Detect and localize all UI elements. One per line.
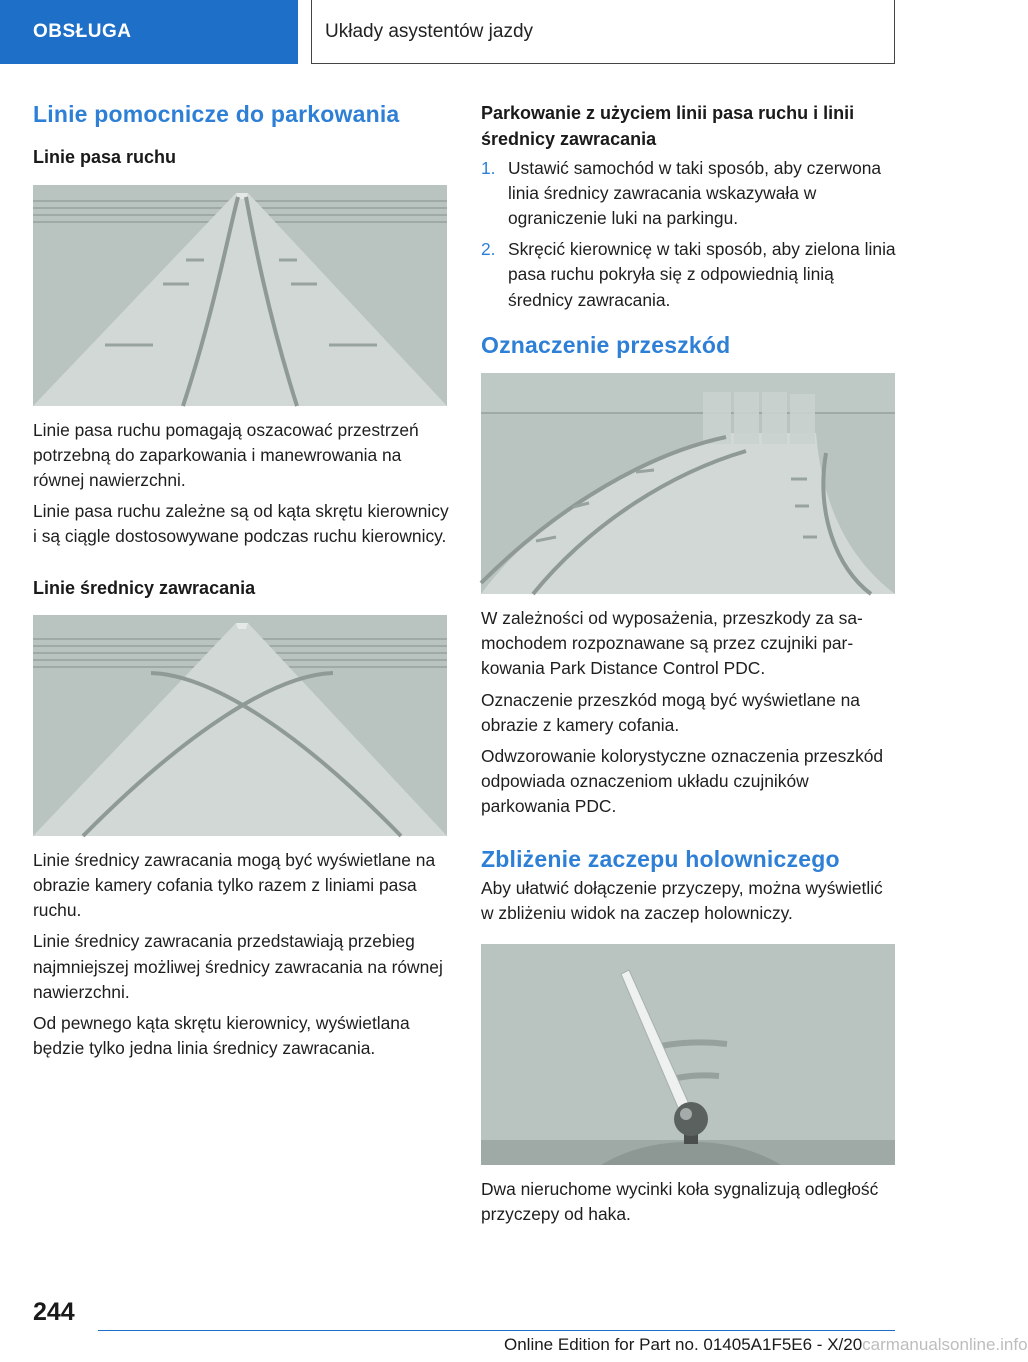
- lane-lines-paragraph-1: Linie pasa ruchu pomagają oszacować przestrzeń potrzebną do zaparkowania i manewrowania na równej nawierzchni.: [33, 419, 419, 490]
- heading-turning-circle-lines: Linie średnicy zawracania: [33, 578, 256, 599]
- step-number: 2.: [481, 239, 496, 260]
- obstacle-paragraph-2: Oznaczenie przeszkód mogą być wyświetlane na obrazie z kamery cofania.: [481, 689, 860, 735]
- page-number: 244: [33, 1298, 75, 1326]
- section-tab: [0, 0, 298, 64]
- turning-circle-paragraph-3: Od pewnego kąta skrętu kierownicy, wyświetlana będzie tylko jedna linia średnicy zawracania.: [33, 1012, 410, 1058]
- watermark-text: carmanualsonline.info: [862, 1335, 1028, 1354]
- section-title-parking-lines: Linie pomocnicze do parkowania: [33, 101, 400, 127]
- parking-step-2: [481, 237, 897, 312]
- section-title-obstacles: Oznaczenie przeszkód: [481, 331, 731, 358]
- chapter-header: [311, 0, 895, 64]
- turning-circle-paragraph-1: Linie średnicy zawracania mogą być wyświetlane na obrazie kamery cofania tylko razem z liniami pasa ruchu.: [33, 850, 436, 921]
- obstacle-paragraph-1: W zależności od wyposażenia, przeszkody za samochodem rozpoznawane są przez czujniki parkowania Park Distance Control PDC.: [481, 608, 863, 679]
- obstacle-markings-figure: [481, 373, 895, 594]
- footer-edition: [504, 1335, 1028, 1355]
- heading-parking-procedure: Parkowanie z użyciem linii pasa ruchu i linii średnicy zawracania: [481, 103, 855, 150]
- parking-step-1: [481, 156, 897, 231]
- tow-hitch-figure: [481, 944, 895, 1165]
- tow-hitch-paragraph-2: Dwa nieruchome wycinki koła sygnalizują odległość przyczepy od haka.: [481, 1178, 879, 1224]
- chapter-title: Układy asystentów jazdy: [325, 20, 534, 42]
- turning-circle-figure: [33, 615, 447, 836]
- footer-rule: [98, 1330, 895, 1331]
- right-column: [481, 100, 897, 1227]
- step-text: Ustawić samochód w taki sposób, aby czerwona linia średnicy zawracania wskazywała w ograniczenie luki na parkingu.: [508, 158, 882, 229]
- section-title-tow-hitch: Zbliżenie zaczepu holowniczego: [481, 845, 840, 872]
- heading-lane-lines: Linie pasa ruchu: [33, 146, 177, 167]
- edition-text: Online Edition for Part no. 01405A1F5E6 - X/20: [504, 1335, 863, 1354]
- left-column: [33, 100, 449, 1061]
- obstacle-paragraph-3: Odwzorowanie kolorystyczne oznaczenia przeszkód odpowiada oznaczeniom układu czujników parkowania PDC.: [481, 745, 884, 816]
- tow-hitch-paragraph-1: Aby ułatwić dołączenie przyczepy, można wyświetlić w zbliżeniu widok na zaczep holowniczy.: [481, 877, 883, 923]
- turning-circle-paragraph-2: Linie średnicy zawracania przedstawiają przebieg najmniejszej możliwej średnicy zawracania na równej nawierzchni.: [33, 931, 443, 1002]
- lane-lines-figure: [33, 185, 447, 406]
- step-number: 1.: [481, 158, 496, 179]
- lane-lines-paragraph-2: Linie pasa ruchu zależne są od kąta skrętu kierownicy i są ciągle dostosowywane podczas ruchu kierownicy.: [33, 501, 449, 547]
- parking-steps-list: [481, 156, 897, 312]
- section-label: OBSŁUGA: [33, 21, 132, 42]
- step-text: Skręcić kierownicę w taki sposób, aby zielona linia pasa ruchu pokryła się z odpowiednią linią średnicy zawracania.: [508, 239, 896, 310]
